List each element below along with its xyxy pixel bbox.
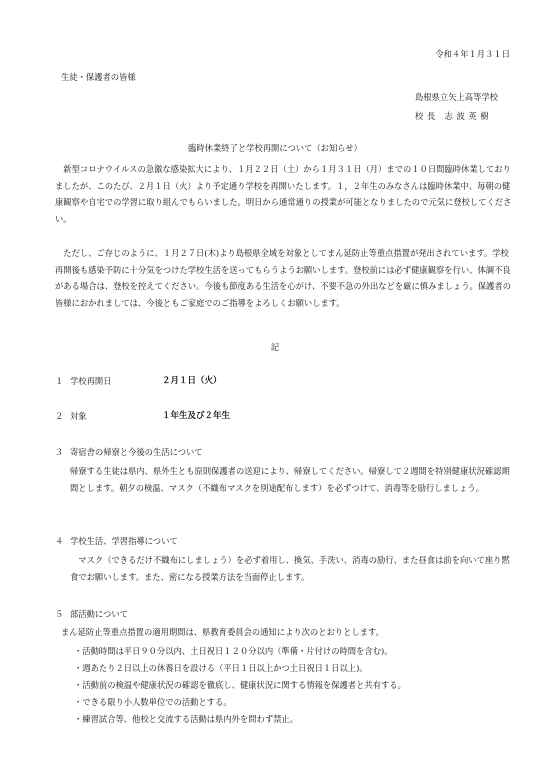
ki-marker: 記 xyxy=(270,342,280,352)
club-intro: まん延防止等重点措置の適用期間は、県教育委員会の通知により次のとおりとします。 xyxy=(61,627,384,637)
school-name: 島根県立矢上高等学校 xyxy=(415,92,498,102)
list-item: ・できる限り小人数単位での活動とする。 xyxy=(74,696,232,707)
list-item: ・週あたり２日以上の休養日を設ける（平日１日以上かつ土日祝日１日以上)。 xyxy=(74,662,368,673)
section-heading-club: 部活動について xyxy=(70,609,128,619)
club-rules-list xyxy=(74,643,406,728)
section-heading-reopen-date: 学校再開日 xyxy=(70,376,112,386)
addressee: 生徒・保護者の皆様 xyxy=(61,72,136,82)
reopen-date-value: ２月１日（火） xyxy=(162,376,222,386)
principal-name: 校 長 志 波 英 樹 xyxy=(415,111,490,121)
section-heading-target: 対象 xyxy=(70,411,87,421)
document-date: 令和４年１月３１日 xyxy=(435,49,510,59)
section-number: ３ xyxy=(55,447,64,457)
section-number: １ xyxy=(55,376,64,386)
target-value: １年生及び２年生 xyxy=(162,411,231,421)
section-number: ２ xyxy=(55,411,64,421)
paragraph-reopening: 新型コロナウイルスの急激な感染拡大により、１月２２日（土）から１月３１日（月）までの１０日間臨時休業しておりましたが、このたび、２月１日（火）より予定通り学校を再開いたします。１，２年生のみなさんは臨時休業中、毎朝の健康観察や自宅での学習に取り組んでもらいました。明日から通常通りの授業が可能となりましたので元気に登校してください。 xyxy=(55,164,512,225)
section-heading-dormitory: 寄宿舎の帰寮と今後の生活について xyxy=(70,447,203,457)
document-title: 臨時休業終了と学校再開について（お知らせ） xyxy=(188,143,362,153)
dormitory-body: 帰寮する生徒は県内、県外生とも原則保護者の送迎により、帰寮してください。帰寮して２週間を特別健康状況確認期間とします。朝夕の検温、マスク（不織布マスクを別途配布します）を必ずつけて、消毒等を励行しましょう。 xyxy=(70,466,510,493)
list-item: ・活動前の検温や健康状況の確認を徹底し、健康状況に関する情報を保護者と共有する。 xyxy=(74,679,406,690)
list-item: ・活動時間は平日９０分以内、土日祝日１２０分以内（準備・片付けの時間を含む)。 xyxy=(74,646,393,656)
section-number: ４ xyxy=(55,536,64,546)
section-heading-school-life: 学校生活、学習指導について xyxy=(70,536,178,546)
list-item: ・練習試合等、他校と交流する活動は県内外を問わず禁止。 xyxy=(74,713,299,724)
paragraph-precautions: ただし、ご存じのように、１月２７日(木)より島根県全域を対象としてまん延防止等重点措置が発出されています。学校再開後も感染予防に十分気をつけた学校生活を送ってもらうようお願いします。登校前には必ず健康観察を行い、体調不良がある場合は、登校を控えてください。今後も節度ある生活を心がけ、不要不急の外出などを厳に慎みましょう。保護者の皆様におかれましては、今後ともご家庭でのご指導をよろしくお願いします。 xyxy=(55,248,512,309)
section-number: ５ xyxy=(55,609,64,619)
school-life-body: マスク（できるだけ不織布にしましょう）を必ず着用し、換気、手洗い、消毒の励行、また昼食は前を向いて座り黙食でお願いします。また、密になる授業方法を当面停止します。 xyxy=(70,555,510,582)
